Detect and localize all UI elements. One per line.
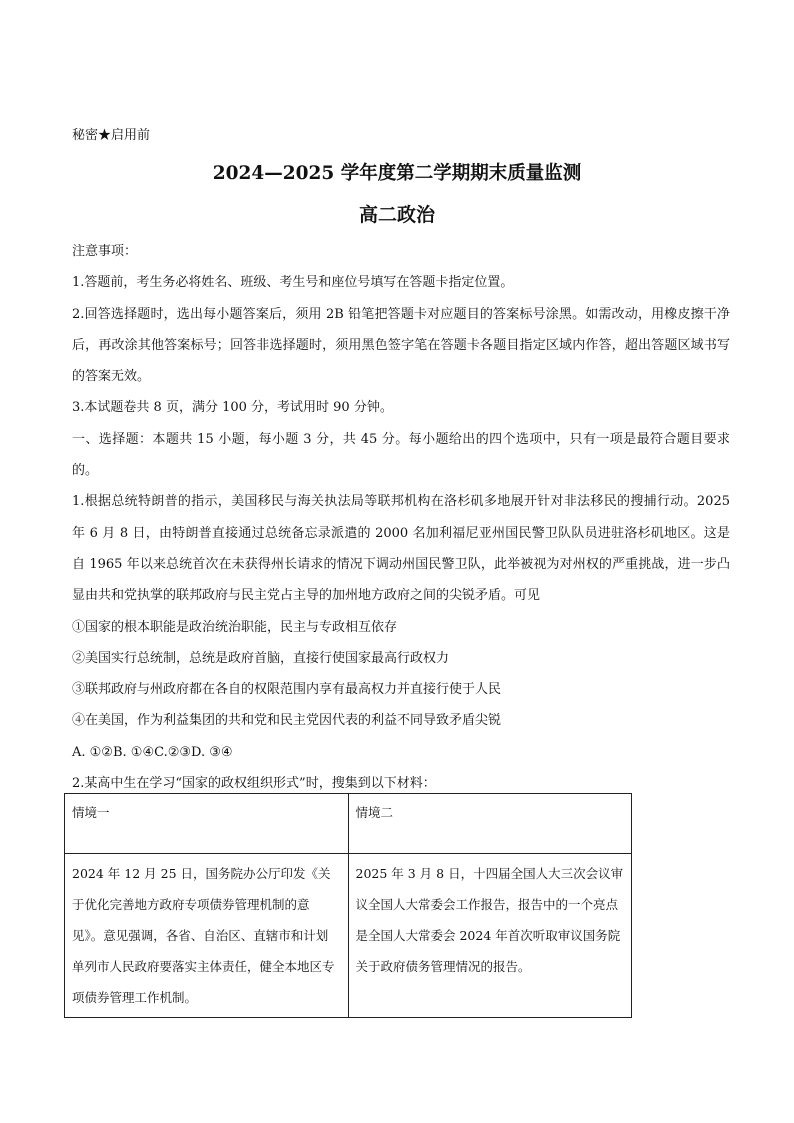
statement: ④在美国，作为利益集团的共和党和民主党因代表的利益不同导致矛盾尖锐	[72, 713, 502, 729]
table-cell: 2025 年 3 月 8 日，十四届全国人大三次会议审议全国人大常委会工作报告，报告中的一个亮点是全国人大常委会 2024 年首次听取审议国务院关于政府债务管理情况的报告。	[348, 854, 632, 1018]
confidential-label: 秘密★启用前	[72, 128, 151, 143]
context-table	[64, 793, 632, 1018]
question-1-options	[72, 737, 730, 768]
table-header-row	[65, 794, 632, 854]
section-heading: 一、选择题：本题共 15 小题，每小题 3 分，共 45 分。每小题给出的四个选项中，只有一项是最符合题目要求的。	[72, 431, 730, 479]
option-d[interactable]: D. ③④	[191, 744, 233, 760]
option-b[interactable]: B. ①④	[112, 744, 155, 760]
statement: ①国家的根本职能是政治统治职能，民主与专政相互依存	[72, 619, 398, 635]
notes-heading: 注意事项：	[72, 244, 138, 259]
exam-title: 2024—2025 学年度第二学期期末质量监测	[212, 163, 582, 184]
exam-body	[72, 236, 730, 799]
note-item: 3.本试题卷共 8 页，满分 100 分，考试用时 90 分钟。	[72, 400, 393, 416]
table-header-cell: 情境一	[65, 794, 349, 854]
note-item: 1.答题前，考生务必将姓名、班级、考生号和座位号填写在答题卡指定位置。	[72, 275, 514, 291]
statement: ③联邦政府与州政府都在各自的权限范围内享有最高权力并直接行使于人民	[72, 682, 502, 698]
statement: ②美国实行总统制，总统是政府首脑，直接行使国家最高行政权力	[72, 650, 450, 666]
question-1-stem: 1.根据总统特朗普的指示，美国移民与海关执法局等联邦机构在洛杉矶多地展开针对非法移民的搜捕行动。2025 年 6 月 8 日，由特朗普直接通过总统备忘录派遣的 2000 名加利福尼亚州国民警卫队队员进驻洛杉矶地区。这是自 1965 年以来总统首次在未获得州长请求的情况下调动州国民警卫队，此举被视为对州权的严重挑战，进一步凸显由共和党执掌的联邦政府与民主党占主导的加州地方政府之间的尖锐矛盾。可见	[72, 494, 730, 604]
option-a[interactable]: A. ①②	[72, 744, 113, 760]
option-c[interactable]: C.②③	[154, 744, 192, 760]
question-2-stem: 2.某高中生在学习“国家的政权组织形式”时，搜集到以下材料：	[72, 776, 436, 792]
subject-title: 高二政治	[358, 204, 435, 226]
table-cell: 2024 年 12 月 25 日，国务院办公厅印发《关于优化完善地方政府专项债券管理机制的意见》。意见强调，各省、自治区、直辖市和计划单列市人民政府要落实主体责任，健全本地区专项债券管理工作机制。	[65, 854, 349, 1018]
table-row	[65, 854, 632, 1018]
table-header-cell: 情境二	[348, 794, 632, 854]
note-item: 2.回答选择题时，选出每小题答案后，须用 2B 铅笔把答题卡对应题目的答案标号涂黑。如需改动，用橡皮擦干净后，再改涂其他答案标号；回答非选择题时，须用黑色签字笔在答题卡各题目指定区域内作答，超出答题区域书写的答案无效。	[72, 306, 730, 385]
